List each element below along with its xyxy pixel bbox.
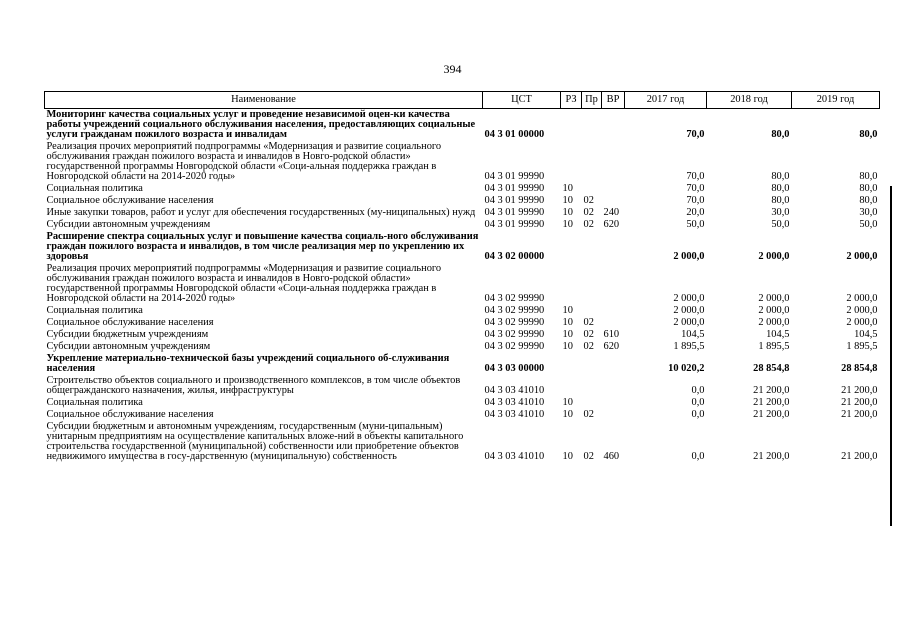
cell-vr bbox=[602, 195, 625, 207]
table-row bbox=[45, 207, 880, 219]
cell-pr bbox=[582, 305, 602, 317]
cell-name: Субсидии бюджетным и автономным учреждениям, государственным (муни-ципальным) унитарным предприятиям на осуществление капитальных вложе-ний в объекты капитального строительства государственной (муниципальной) собственности или приобретение объектов недвижимого имущества в госу-дарственную (муниципальную) собственность bbox=[46, 421, 464, 462]
table-header-row bbox=[45, 92, 880, 109]
cell-vr: 610 bbox=[603, 329, 620, 340]
cell-2017: 2 000,0 bbox=[673, 317, 705, 328]
table-body bbox=[45, 109, 880, 464]
header-rz: РЗ bbox=[561, 92, 582, 109]
cell-name: Укрепление материально-технической базы учреждений социального об-служивания населения bbox=[46, 353, 450, 374]
cell-name: Социальное обслуживание населения bbox=[46, 195, 214, 206]
cell-2017: 2 000,0 bbox=[673, 305, 705, 316]
cell-2019: 50,0 bbox=[859, 219, 878, 230]
cell-2018: 104,5 bbox=[766, 329, 790, 340]
cell-name: Социальное обслуживание населения bbox=[46, 409, 214, 420]
cell-pr bbox=[582, 141, 602, 183]
cell-rz bbox=[561, 375, 582, 397]
cell-2017: 0,0 bbox=[691, 385, 705, 396]
cell-name: Реализация прочих мероприятий подпрограммы «Модернизация и развитие социального обслуживания граждан пожилого возраста и инвалидов в Новго-родской области» государственной программы Новгородской области «Соци-альная поддержка граждан в Новгородской области на 2014-2020 годы» bbox=[46, 263, 442, 304]
cell-cst: 04 3 02 99990 bbox=[484, 329, 545, 340]
cell-2019: 80,0 bbox=[859, 129, 878, 140]
cell-cst: 04 3 03 00000 bbox=[484, 363, 545, 374]
cell-rz: 10 bbox=[562, 195, 573, 206]
cell-vr bbox=[602, 263, 625, 305]
cell-pr: 02 bbox=[583, 341, 594, 352]
table-row bbox=[45, 341, 880, 353]
header-name: Наименование bbox=[45, 92, 483, 109]
header-2017: 2017 год bbox=[625, 92, 707, 109]
cell-rz: 10 bbox=[562, 183, 573, 194]
cell-pr: 02 bbox=[583, 409, 594, 420]
cell-cst: 04 3 02 00000 bbox=[484, 251, 545, 262]
header-pr: Пр bbox=[582, 92, 602, 109]
cell-2018: 2 000,0 bbox=[758, 305, 790, 316]
header-2019: 2019 год bbox=[792, 92, 880, 109]
cell-rz bbox=[561, 231, 582, 263]
cell-pr bbox=[582, 183, 602, 195]
cell-rz: 10 bbox=[562, 317, 573, 328]
cell-vr: 460 bbox=[603, 451, 620, 462]
cell-2018: 80,0 bbox=[771, 183, 790, 194]
cell-2019: 80,0 bbox=[859, 195, 878, 206]
cell-pr: 02 bbox=[583, 219, 594, 230]
cell-pr: 02 bbox=[583, 451, 594, 462]
cell-name: Социальное обслуживание населения bbox=[46, 317, 214, 328]
cell-cst: 04 3 01 99990 bbox=[484, 171, 545, 182]
cell-pr bbox=[582, 263, 602, 305]
cell-name: Иные закупки товаров, работ и услуг для обеспечения государственных (му-ниципальных) нужд bbox=[46, 207, 476, 218]
cell-pr: 02 bbox=[583, 317, 594, 328]
cell-vr bbox=[602, 305, 625, 317]
cell-2017: 70,0 bbox=[686, 195, 705, 206]
cell-cst: 04 3 02 99990 bbox=[484, 305, 545, 316]
cell-vr bbox=[602, 183, 625, 195]
cell-2018: 80,0 bbox=[771, 129, 790, 140]
cell-cst: 04 3 02 99990 bbox=[484, 317, 545, 328]
cell-cst: 04 3 01 00000 bbox=[484, 129, 545, 140]
cell-rz: 10 bbox=[562, 219, 573, 230]
cell-name: Расширение спектра социальных услуг и повышение качества социаль-ного обслуживания граждан пожилого возраста и инвалидов, в том числе реализация мер по укреплению их здоровья bbox=[46, 231, 479, 262]
cell-2017: 70,0 bbox=[686, 183, 705, 194]
cell-2018: 30,0 bbox=[771, 207, 790, 218]
cell-2017: 0,0 bbox=[691, 451, 705, 462]
cell-vr bbox=[602, 231, 625, 263]
cell-2018: 21 200,0 bbox=[753, 397, 790, 408]
cell-cst: 04 3 03 41010 bbox=[484, 409, 545, 420]
cell-2019: 28 854,8 bbox=[841, 363, 878, 374]
cell-pr: 02 bbox=[583, 195, 594, 206]
cell-2017: 70,0 bbox=[686, 171, 705, 182]
cell-2018: 2 000,0 bbox=[758, 317, 790, 328]
cell-2017: 2 000,0 bbox=[673, 293, 705, 304]
cell-cst: 04 3 01 99990 bbox=[484, 195, 545, 206]
page-number: 394 bbox=[443, 62, 462, 76]
header-2018: 2018 год bbox=[707, 92, 792, 109]
table-row bbox=[45, 317, 880, 329]
cell-pr: 02 bbox=[583, 329, 594, 340]
header-vr: ВР bbox=[602, 92, 625, 109]
cell-rz bbox=[561, 353, 582, 375]
cell-cst: 04 3 01 99990 bbox=[484, 219, 545, 230]
cell-name: Субсидии автономным учреждениям bbox=[46, 341, 211, 352]
cell-rz: 10 bbox=[562, 329, 573, 340]
cell-vr: 240 bbox=[603, 207, 620, 218]
table-row bbox=[45, 329, 880, 341]
cell-vr bbox=[602, 317, 625, 329]
cell-vr bbox=[602, 353, 625, 375]
cell-cst: 04 3 03 41010 bbox=[484, 397, 545, 408]
cell-name: Социальная политика bbox=[46, 305, 143, 316]
cell-name: Социальная политика bbox=[46, 183, 143, 194]
cell-2019: 21 200,0 bbox=[841, 385, 878, 396]
cell-2019: 1 895,5 bbox=[846, 341, 878, 352]
cell-2019: 2 000,0 bbox=[846, 317, 878, 328]
cell-name: Мониторинг качества социальных услуг и проведение независимой оцен-ки качества работы учреждений социального обслуживания населения, предоставляющих социальные услуги гражданам пожилого возраста и инвалидам bbox=[46, 109, 476, 140]
cell-rz bbox=[561, 109, 582, 142]
cell-2019: 2 000,0 bbox=[846, 251, 878, 262]
cell-vr bbox=[602, 109, 625, 142]
header-cst: ЦСТ bbox=[483, 92, 561, 109]
cell-2018: 28 854,8 bbox=[753, 363, 790, 374]
cell-pr bbox=[582, 353, 602, 375]
cell-pr bbox=[582, 375, 602, 397]
cell-vr bbox=[602, 141, 625, 183]
cell-2018: 21 200,0 bbox=[753, 451, 790, 462]
table-row bbox=[45, 195, 880, 207]
scan-edge-mark bbox=[890, 186, 898, 526]
budget-table bbox=[44, 91, 880, 463]
table-row bbox=[45, 219, 880, 231]
cell-2019: 21 200,0 bbox=[841, 451, 878, 462]
cell-pr bbox=[582, 397, 602, 409]
cell-cst: 04 3 02 99990 bbox=[484, 341, 545, 352]
cell-2017: 20,0 bbox=[686, 207, 705, 218]
cell-2019: 21 200,0 bbox=[841, 409, 878, 420]
cell-vr bbox=[602, 409, 625, 421]
cell-2019: 2 000,0 bbox=[846, 305, 878, 316]
cell-rz: 10 bbox=[562, 397, 573, 408]
cell-2019: 2 000,0 bbox=[846, 293, 878, 304]
cell-pr bbox=[582, 231, 602, 263]
table-row bbox=[45, 421, 880, 463]
cell-2019: 80,0 bbox=[859, 171, 878, 182]
cell-rz: 10 bbox=[562, 207, 573, 218]
cell-rz bbox=[561, 263, 582, 305]
cell-2018: 21 200,0 bbox=[753, 409, 790, 420]
cell-2017: 10 020,2 bbox=[668, 363, 705, 374]
cell-2018: 80,0 bbox=[771, 195, 790, 206]
cell-pr: 02 bbox=[583, 207, 594, 218]
table-row bbox=[45, 409, 880, 421]
cell-2017: 2 000,0 bbox=[673, 251, 705, 262]
cell-2018: 80,0 bbox=[771, 171, 790, 182]
cell-2018: 50,0 bbox=[771, 219, 790, 230]
cell-2019: 80,0 bbox=[859, 183, 878, 194]
cell-cst: 04 3 01 99990 bbox=[484, 183, 545, 194]
table-row bbox=[45, 109, 880, 142]
cell-2017: 0,0 bbox=[691, 397, 705, 408]
table-row bbox=[45, 305, 880, 317]
table-row bbox=[45, 183, 880, 195]
cell-2017: 70,0 bbox=[686, 129, 705, 140]
cell-2017: 104,5 bbox=[681, 329, 705, 340]
cell-2019: 30,0 bbox=[859, 207, 878, 218]
cell-cst: 04 3 03 41010 bbox=[484, 385, 545, 396]
cell-vr bbox=[602, 397, 625, 409]
cell-vr: 620 bbox=[603, 341, 620, 352]
cell-name: Реализация прочих мероприятий подпрограммы «Модернизация и развитие социального обслуживания граждан пожилого возраста и инвалидов в Новго-родской области» государственной программы Новгородской области «Соци-альная поддержка граждан в Новгородской области на 2014-2020 годы» bbox=[46, 141, 442, 182]
table-row bbox=[45, 231, 880, 263]
table-row bbox=[45, 263, 880, 305]
cell-vr bbox=[602, 375, 625, 397]
cell-rz: 10 bbox=[562, 409, 573, 420]
cell-rz: 10 bbox=[562, 451, 573, 462]
cell-2019: 104,5 bbox=[854, 329, 878, 340]
table-row bbox=[45, 141, 880, 183]
cell-2018: 2 000,0 bbox=[758, 251, 790, 262]
cell-cst: 04 3 02 99990 bbox=[484, 293, 545, 304]
cell-2018: 21 200,0 bbox=[753, 385, 790, 396]
cell-rz: 10 bbox=[562, 305, 573, 316]
cell-2017: 1 895,5 bbox=[673, 341, 705, 352]
cell-2017: 50,0 bbox=[686, 219, 705, 230]
cell-rz: 10 bbox=[562, 341, 573, 352]
cell-2017: 0,0 bbox=[691, 409, 705, 420]
cell-vr: 620 bbox=[603, 219, 620, 230]
table-row bbox=[45, 397, 880, 409]
cell-rz bbox=[561, 141, 582, 183]
cell-name: Субсидии автономным учреждениям bbox=[46, 219, 211, 230]
cell-2018: 1 895,5 bbox=[758, 341, 790, 352]
cell-2018: 2 000,0 bbox=[758, 293, 790, 304]
cell-name: Строительство объектов социального и производственного комплексов, в том числе объектов общегражданского назначения, жилья, инфраструктуры bbox=[46, 375, 461, 396]
table-row bbox=[45, 353, 880, 375]
cell-name: Социальная политика bbox=[46, 397, 143, 408]
cell-pr bbox=[582, 109, 602, 142]
cell-cst: 04 3 03 41010 bbox=[484, 451, 545, 462]
table-row bbox=[45, 375, 880, 397]
cell-2019: 21 200,0 bbox=[841, 397, 878, 408]
cell-name: Субсидии бюджетным учреждениям bbox=[46, 329, 209, 340]
cell-cst: 04 3 01 99990 bbox=[484, 207, 545, 218]
